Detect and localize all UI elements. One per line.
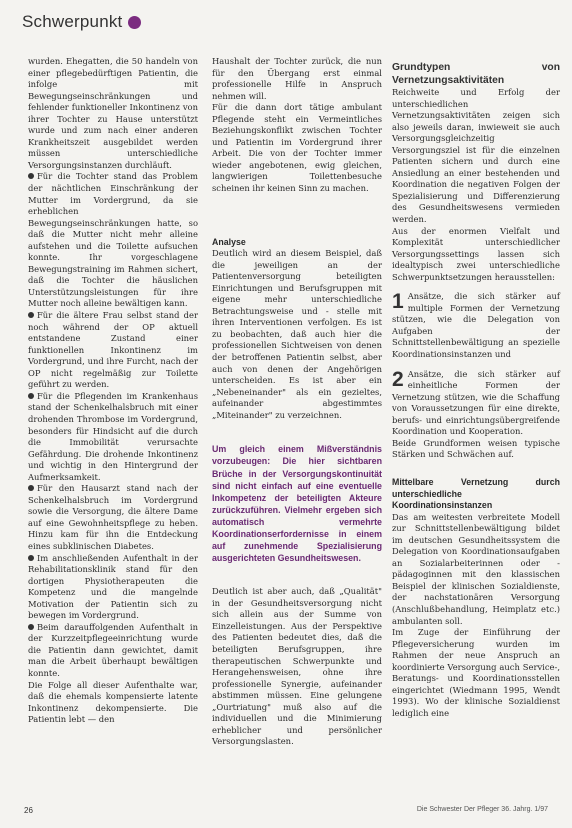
- bullet-text: Für die Tochter stand das Problem der nächtlichen Einschränkung der Mutter im Vordergrund, da sie erheblichen Bewegungseinschränkungen hatte, so daß die Mutter nicht mehr alleine aufstehen und die Toilette aufsuchen konnte. Ihr vorgeschlagene Bewegungstraining im Rahmen sichert, daß die Tochter die häuslichen Unterstützungsleistungen für ihre Mutter noch alleine bewältigen kann.: [28, 171, 198, 309]
- bullet-text: Für die ältere Frau selbst stand der noch während der OP aktuell entstandene Zustand einer funktionellen Inkontinenz im Vordergrund, und ihre Furcht, nach der OP nicht regelmäßig zur Toilette geführt zu werden.: [28, 310, 198, 390]
- paragraph: Die Folge all dieser Aufenthalte war, daß die ehemals kompensierte latente Inkontinenz dekompensierte. Die Patientin lebt — den: [28, 679, 198, 725]
- bullet-item: [28, 171, 198, 310]
- bullet-item: [28, 622, 198, 680]
- bullet-text: Für den Hausarzt stand nach der Schenkelhalsbruch im Vordergrund sowie die Versorgung, die ältere Dame auf eine Gewohnheitspflege zu heben. Hinzu kam für ihn die Entdeckung eines subklinischen Diabetes.: [28, 483, 198, 551]
- bullet-item: [28, 310, 198, 391]
- numbered-item: [392, 369, 560, 438]
- section-header: [22, 12, 141, 32]
- number-2: 2: [392, 367, 404, 391]
- journal-source: Die Schwester Der Pfleger 36. Jahrg. 1/97: [416, 806, 548, 813]
- pull-quote: Um gleich einem Mißverständnis vorzubeugen: Die hier sichtbaren Brüche in der Versorgungskontinuität sind nicht einfach auf eine eventuelle Inkompetenz der beteiligten Akteure zurückzuführen. Vielmehr ergeben sich automatisch vermehrte Koordinationserfordernisse in einem auf zunehmende Spezialisierung ausgerichteten Gesundheitswesen.: [212, 444, 382, 564]
- paragraph: Aus der enormen Vielfalt und Komplexität unterschiedlicher Versorgungssettings lassen sich idealtypisch zwei unterschiedliche Schwerpunktsetzungen herausstellen:: [392, 225, 560, 282]
- paragraph: Reichweite und Erfolg der unterschiedlichen Vernetzungsaktivitäten zeigen sich also jeweils daran, inwieweit sie auch Versorgungsgleichzeitig Versorgungsziel ist für die einzelnen Patienten sichern und durch eine Ansiedlung an einer bestehenden und Koordination die negativen Folgen der Spezialisierung und Differenzierung des Gesundheitswesens vermieden werden.: [392, 87, 560, 225]
- paragraph: Deutlich wird an diesem Beispiel, daß die jeweiligen an der Patientenversorgung beteiligten Einrichtungen und Berufsgruppen mit eigene mehr unterschiedliche Betrachtungsweise und - stelle mit ihren Interventionen verfolgen. Es ist zu beobachten, daß auch hier die professionellen Sichtweisen von denen der betroffenen Patientin selbst, aber auch von denen der Angehörigen unterscheiden. Es ist aber ein „Nebeneinander" als ein gezieltes, aufeinander abgestimmtes „Miteinander" zu verzeichnen.: [212, 248, 382, 420]
- paragraph: wurden. Ehegatten, die 50 handeln von einer pflegebedürftigen Patientin, die infolge mit Bewegungseinschränkungen und fehlender funktioneller Inkontinenz von ihrer Tochter zu Hause unterstützt wurde und zum nach einer anderen Krankheitszeit ausgebildet werden müssen unterschiedliche Versorgungsinstanzen durchläuft.: [28, 56, 198, 170]
- numbered-item: [392, 291, 560, 360]
- bullet-text: Im anschließenden Aufenthalt in der Rehabilitationsklinik stand für den dortigen Physiotherapeuten die Kompetenz und die mangelnde Motivation der Patientin sich zu bewegen im Vordergrund.: [28, 552, 198, 621]
- number-1: 1: [392, 290, 404, 314]
- paragraph: Das am weitesten verbreitete Modell zur Schnittstellenbewältigung bildet im deutschen Gesundheitssystem die Delegation von Koordinationsaufgaben an Sozialarbeiterinnen oder -pädagoginnen mit den klassischen Beispiel der klinischen Sozialdienste, der nachstationären Versorgung (Anschlußbehandlung, Heimplatz etc.) ambulanten soll.: [392, 511, 560, 626]
- paragraph: Für die dann dort tätige ambulant Pflegende steht ein Vermeintliches Beziehungskonflikt zwischen Tochter und Patientin im Vordergrund ihrer Arbeit. Die von der Tochter immer wieder angebotenen, ewig gleichen, langwierigen Toilettenbesuche scheinen ihr keinen Sinn zu machen.: [212, 102, 382, 194]
- column-1: [28, 56, 198, 726]
- bullet-icon: [28, 555, 34, 561]
- page-footer: [24, 806, 548, 815]
- numbered-text: Ansätze, die sich stärker auf multiple Formen der Vernetzung stützen, wie die Delegation von Aufgaben der Schnittstellenbewältigung an spezielle Koordinationsinstanzen und: [392, 291, 560, 360]
- subheading-analyse: Analyse: [212, 236, 246, 247]
- page-number: 26: [24, 806, 33, 815]
- paragraph: Deutlich ist aber auch, daß „Qualität" in der Gesundheitsversorgung nicht sich allein aus der Summe von Einzelleistungen. Aus der Perspektive des Patienten bedeutet dies, daß die beteiligten Berufsgruppen, ihre therapeutischen Schwerpunkte und Herangehensweisen, ohne ihre professionelle Synergie, aufeinander abstimmen müssen. Eine gelungene „Ourtriatung" muß also auf die individuellen und die Minimierung erheblicher und persönlicher Versorgungslasten.: [212, 586, 382, 747]
- bullet-icon: [28, 173, 34, 179]
- section-title: Schwerpunkt: [22, 12, 123, 31]
- paragraph: Haushalt der Tochter zurück, die nun für den Übergang erst einmal professionelle Hilfe in Anspruch nehmen will.: [212, 56, 382, 101]
- bullet-icon: [28, 312, 34, 318]
- bullet-text: Beim darauffolgenden Aufenthalt in der Kurzzeitpflegeeinrichtung wurde die Patientin dann gewichtet, damit man die Arbeit überhaupt bewältigen konnte.: [28, 621, 198, 678]
- section-dot-icon: [128, 16, 141, 29]
- numbered-text: Ansätze, die sich stärker auf einheitliche Formen der Vernetzung stützen, wie die Schaffung von Voraussetzungen für eine direkte, berufs- und einrichtungsübergreifende Koordination und Kooperation.: [392, 368, 560, 437]
- paragraph: Beide Grundformen weisen typische Stärken und Schwächen auf.: [392, 437, 560, 460]
- subheading-grundtypen: Grundtypen von Vernetzungsaktivitäten: [392, 62, 560, 86]
- column-2: [212, 56, 382, 748]
- column-3: [392, 56, 560, 719]
- subheading-mittelbare: Mittelbare Vernetzung durch unterschiedliche Koordinationsinstanzen: [392, 476, 560, 511]
- bullet-text: Für die Pflegenden im Krankenhaus stand der Schenkelhalsbruch mit einer drohenden Thrombose im Vordergrund, besonders für Hindsicht auf die durch die Immobilität verursachte Gefährdung. Die drohende Inkontinenz und wichtig in den Hintergrund der Aufmerksamkeit.: [28, 390, 198, 482]
- bullet-icon: [28, 393, 34, 399]
- bullet-item: [28, 483, 198, 552]
- paragraph: Im Zuge der Einführung der Pflegeversicherung wurden im Rahmen der neue Anspruch an koordinierte Versorgung auch Service-, Beratungs- und Koordinationsstellen eingerichtet (Wiedmann 1995, Wendt 1993). Wo der klinische Sozialdienst lediglich eine: [392, 627, 560, 718]
- bullet-item: [28, 391, 198, 483]
- bullet-icon: [28, 624, 34, 630]
- bullet-item: [28, 553, 198, 622]
- bullet-icon: [28, 485, 34, 491]
